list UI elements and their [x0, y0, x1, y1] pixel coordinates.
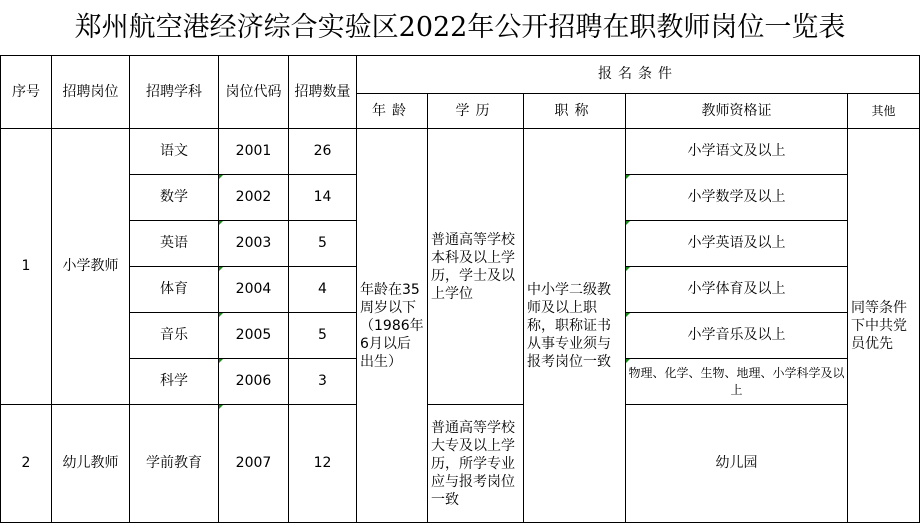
subject-cell: 科学: [130, 359, 219, 405]
certificate-cell: 小学音乐及以上: [626, 313, 848, 359]
other-cell: 同等条件下中共党员优先: [848, 129, 920, 523]
count-cell: 12: [289, 405, 357, 523]
col-header-code: 岗位代码: [219, 56, 289, 129]
recruitment-table: [0, 55, 920, 523]
col-header-title: 职称: [524, 94, 626, 129]
subject-cell: 音乐: [130, 313, 219, 359]
code-cell: 2005: [219, 313, 289, 359]
code-cell: 2001: [219, 129, 289, 175]
table-row: [1, 405, 920, 523]
count-cell: 5: [289, 313, 357, 359]
col-header-education: 学历: [428, 94, 524, 129]
seq-cell: 1: [1, 129, 52, 405]
col-header-certificate: 教师资格证: [626, 94, 848, 129]
code-cell: 2002: [219, 175, 289, 221]
education-cell: 普通高等学校本科及以上学历，学士及以上学位: [428, 129, 524, 405]
count-cell: 5: [289, 221, 357, 267]
subject-cell: 英语: [130, 221, 219, 267]
code-cell: 2007: [219, 405, 289, 523]
post-cell: 幼儿教师: [52, 405, 130, 523]
subject-cell: 学前教育: [130, 405, 219, 523]
col-header-conditions: 报名条件: [357, 56, 920, 94]
education-cell: 普通高等学校大专及以上学历，所学专业应与报考岗位一致: [428, 405, 524, 523]
count-cell: 14: [289, 175, 357, 221]
count-cell: 3: [289, 359, 357, 405]
seq-cell: 2: [1, 405, 52, 523]
header-row-top: [1, 56, 920, 94]
col-header-seq: 序号: [1, 56, 52, 129]
title-requirement-cell: 中小学二级教师及以上职称，职称证书从事专业须与报考岗位一致: [524, 129, 626, 523]
certificate-cell: 小学体育及以上: [626, 267, 848, 313]
code-cell: 2006: [219, 359, 289, 405]
subject-cell: 数学: [130, 175, 219, 221]
certificate-cell: 小学语文及以上: [626, 129, 848, 175]
page-title: 郑州航空港经济综合实验区2022年公开招聘在职教师岗位一览表: [74, 12, 846, 43]
count-cell: 26: [289, 129, 357, 175]
code-cell: 2004: [219, 267, 289, 313]
table-row: [1, 129, 920, 175]
certificate-cell: 幼儿园: [626, 405, 848, 523]
subject-cell: 体育: [130, 267, 219, 313]
code-cell: 2003: [219, 221, 289, 267]
col-header-subject: 招聘学科: [130, 56, 219, 129]
col-header-count: 招聘数量: [289, 56, 357, 129]
certificate-cell: 小学英语及以上: [626, 221, 848, 267]
col-header-other: 其他: [848, 94, 920, 129]
subject-cell: 语文: [130, 129, 219, 175]
certificate-cell: 小学数学及以上: [626, 175, 848, 221]
post-cell: 小学教师: [52, 129, 130, 405]
certificate-cell: 物理、化学、生物、地理、小学科学及以上: [626, 359, 848, 405]
age-cell: 年龄在35周岁以下（1986年6月以后出生）: [357, 129, 428, 523]
col-header-age: 年龄: [357, 94, 428, 129]
count-cell: 4: [289, 267, 357, 313]
col-header-post: 招聘岗位: [52, 56, 130, 129]
